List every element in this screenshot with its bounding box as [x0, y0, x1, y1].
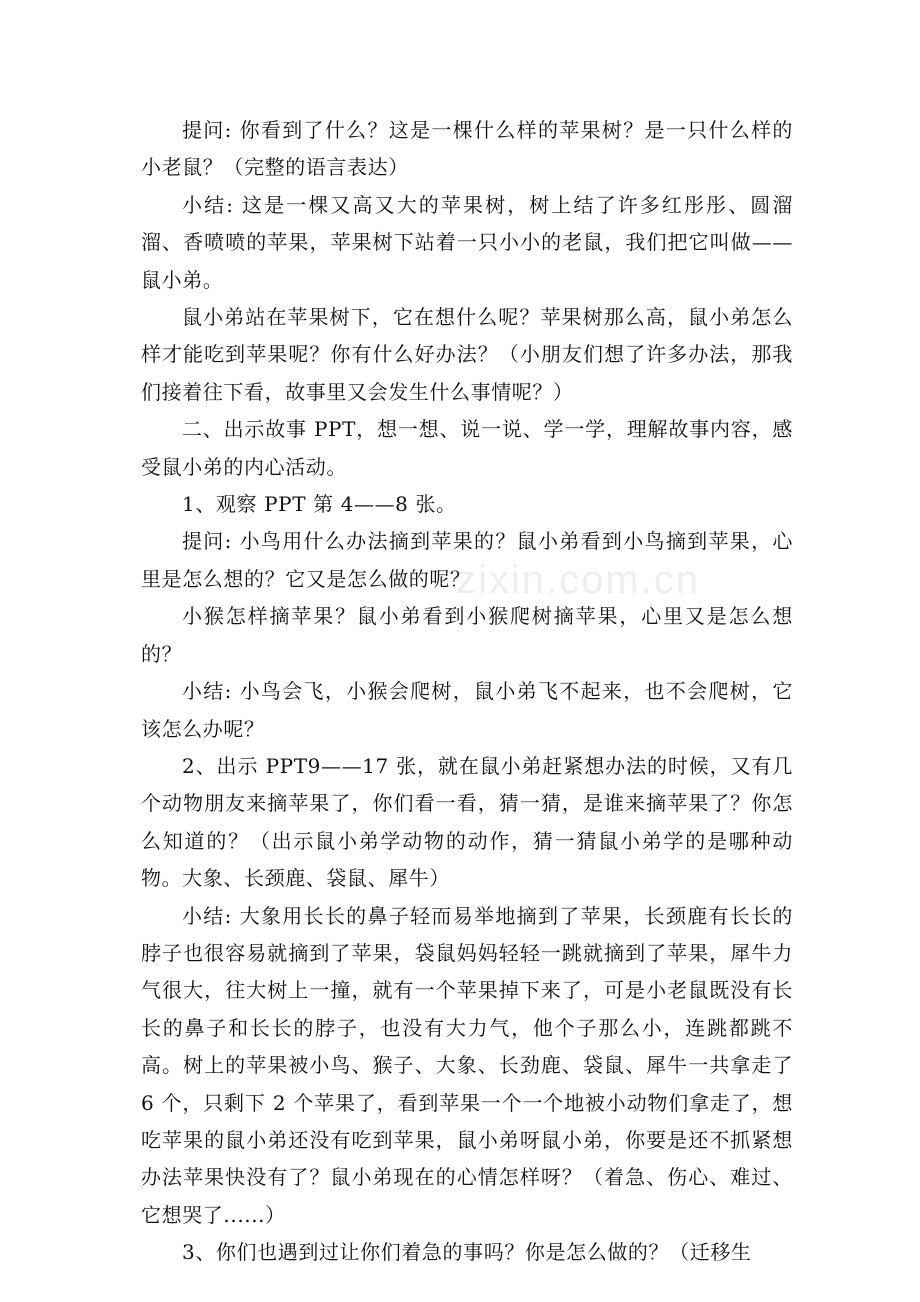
paragraph-summary-1: 小结: 这是一棵又高又大的苹果树，树上结了许多红彤彤、圆溜溜、香喷喷的苹果，苹果树下站着一只小小的老鼠，我们把它叫做——鼠小弟。 [141, 192, 793, 292]
paragraph-question-monkey: 小猴怎样摘苹果？鼠小弟看到小猴爬树摘苹果，心里又是怎么想的？ [141, 604, 793, 666]
paragraph-summary-3: 小结: 大象用长长的鼻子轻而易举地摘到了苹果，长颈鹿有长长的脖子也很容易就摘到了苹果，袋鼠妈妈轻轻一跳就摘到了苹果，犀牛力气很大，往大树上一撞，就有一个苹果掉下来了，可是小老鼠既没有长长的鼻子和长长的脖子，也没有大力气，他个子那么小，连跳都跳不高。树上的苹果被小鸟、猴子、大象、长劲鹿、袋鼠、犀牛一共拿走了 6 个，只剩下 2 个苹果了，看到苹果一个一个地被小动物们拿走了，想吃苹果的鼠小弟还没有吃到苹果，鼠小弟呀鼠小弟，你要是还不抓紧想办法苹果快没有了？鼠小弟现在的心情怎样呀？（着急、伤心、难过、它想哭了......） [141, 903, 793, 1227]
document-body [141, 112, 793, 1272]
paragraph-summary-2: 小结: 小鸟会飞，小猴会爬树，鼠小弟飞不起来，也不会爬树，它该怎么办呢？ [141, 679, 793, 741]
paragraph-step-1: 1、观察 PPT 第 4——8 张。 [182, 492, 457, 517]
watermark: zixin.com.cn [456, 558, 701, 602]
paragraph-mouse-thinking: 鼠小弟站在苹果树下，它在想什么呢？苹果树那么高，鼠小弟怎么样才能吃到苹果呢？你有什么好办法？（小朋友们想了许多办法，那我们接着往下看，故事里又会发生什么事情呢？） [141, 305, 793, 404]
paragraph-section-2-heading: 二、出示故事 PPT，想一想、说一说、学一学，理解故事内容，感受鼠小弟的内心活动。 [141, 417, 793, 479]
paragraph-step-2: 2、出示 PPT9——17 张，就在鼠小弟赶紧想办法的时候，又有几个动物朋友来摘苹果了，你们看一看，猜一猜，是谁来摘苹果了？你怎么知道的？（出示鼠小弟学动物的动作，猜一猜鼠小弟学的是哪种动物。大象、长颈鹿、袋鼠、犀牛） [141, 753, 793, 891]
paragraph-question-bird: 提问: 小鸟用什么办法摘到苹果的？鼠小弟看到小鸟摘到苹果，心里是怎么想的？它又是怎么做的呢？ [141, 529, 793, 591]
paragraph-question-1: 提问: 你看到了什么？这是一棵什么样的苹果树？是一只什么样的小老鼠？（完整的语言表达） [141, 118, 793, 180]
paragraph-step-3: 3、你们也遇到过让你们着急的事吗？你是怎么做的？（迁移生 [182, 1240, 752, 1265]
